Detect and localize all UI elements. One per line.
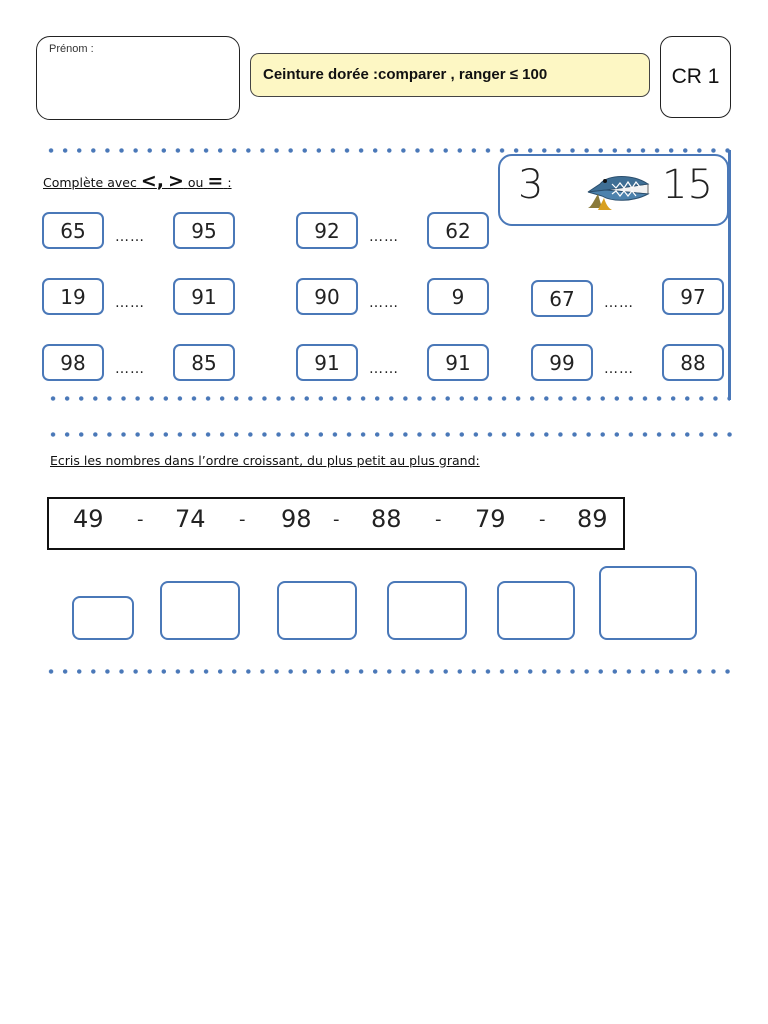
- bottom-dotted-separator: [44, 669, 732, 674]
- answer-box-2[interactable]: [160, 581, 240, 640]
- number-box: 95: [173, 212, 235, 249]
- answer-blank[interactable]: ……: [115, 295, 145, 311]
- answer-blank[interactable]: ……: [604, 295, 634, 311]
- sequence-separator: -: [435, 509, 442, 530]
- answer-blank[interactable]: ……: [115, 229, 145, 245]
- number-sequence-box: [47, 497, 625, 550]
- example-right-number: 15: [662, 162, 713, 208]
- answer-blank[interactable]: ……: [369, 361, 399, 377]
- sequence-separator: -: [333, 509, 340, 530]
- top-dotted-separator: [44, 148, 730, 153]
- number-box: 62: [427, 212, 489, 249]
- less-than-symbol: <: [140, 170, 157, 192]
- sequence-number: 79: [475, 505, 506, 533]
- number-box: 65: [42, 212, 104, 249]
- number-box: 92: [296, 212, 358, 249]
- sequence-number: 98: [281, 505, 312, 533]
- number-box: 85: [173, 344, 235, 381]
- sequence-number: 88: [371, 505, 402, 533]
- answer-box-4[interactable]: [387, 581, 467, 640]
- name-field[interactable]: [36, 36, 240, 120]
- answer-blank[interactable]: ……: [369, 229, 399, 245]
- sequence-number: 49: [73, 505, 104, 533]
- mid-dotted-separator-2: [46, 432, 732, 437]
- number-box: 90: [296, 278, 358, 315]
- number-box: 91: [296, 344, 358, 381]
- answer-blank[interactable]: ……: [115, 361, 145, 377]
- worksheet-code: CR 1: [660, 36, 731, 118]
- number-box: 97: [662, 278, 724, 315]
- sequence-separator: -: [137, 509, 144, 530]
- sequence-number: 89: [577, 505, 608, 533]
- number-box: 9: [427, 278, 489, 315]
- answer-blank[interactable]: ……: [369, 295, 399, 311]
- answer-box-6[interactable]: [599, 566, 697, 640]
- number-box: 98: [42, 344, 104, 381]
- name-label: Prénom :: [49, 43, 94, 55]
- worksheet-title: Ceinture dorée :comparer , ranger ≤ 100: [263, 66, 548, 83]
- sequence-separator: -: [539, 509, 546, 530]
- example-left-number: 3: [518, 162, 544, 208]
- answer-box-5[interactable]: [497, 581, 575, 640]
- example-box: [498, 154, 729, 226]
- title-banner: [250, 53, 650, 97]
- number-box: 19: [42, 278, 104, 315]
- answer-box-3[interactable]: [277, 581, 357, 640]
- mid-dotted-separator-1: [46, 396, 730, 401]
- compare-instruction: Complète avec <, > ou = :: [43, 170, 232, 192]
- greater-than-symbol: >: [167, 170, 184, 192]
- number-box: 99: [531, 344, 593, 381]
- sequence-separator: -: [239, 509, 246, 530]
- number-box: 91: [173, 278, 235, 315]
- number-box: 91: [427, 344, 489, 381]
- number-box: 88: [662, 344, 724, 381]
- answer-box-1[interactable]: [72, 596, 134, 640]
- equals-symbol: =: [207, 170, 224, 192]
- sequence-number: 74: [175, 505, 206, 533]
- number-box: 67: [531, 280, 593, 317]
- answer-blank[interactable]: ……: [604, 361, 634, 377]
- order-instruction: Ecris les nombres dans l’ordre croissant, du plus petit au plus grand:: [50, 453, 480, 468]
- crocodile-icon: [578, 168, 652, 212]
